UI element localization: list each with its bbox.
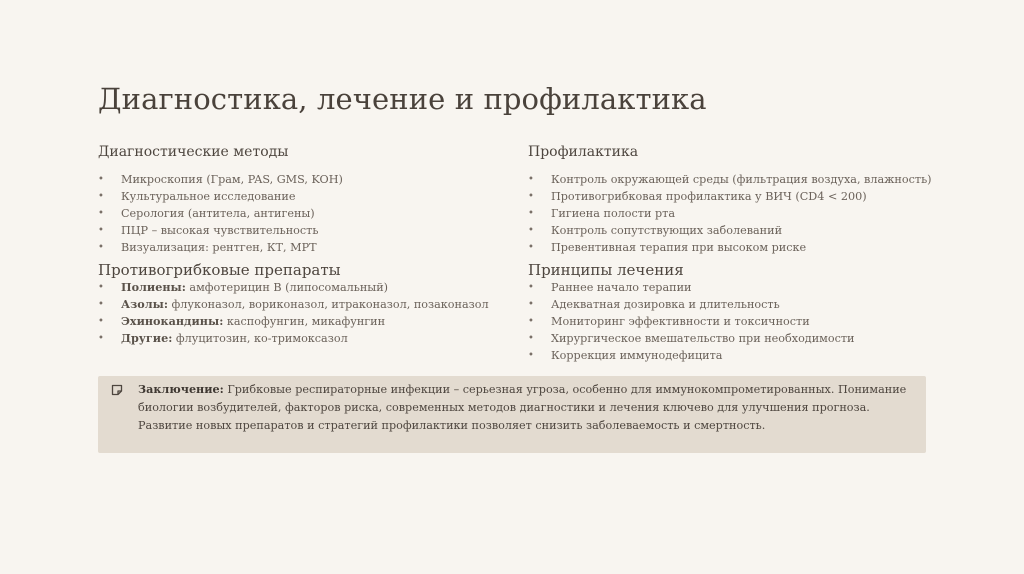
list-item: • Адекватная дозировка и длительность xyxy=(528,298,780,311)
list-item: • Микроскопия (Грам, PAS, GMS, KOH) xyxy=(98,173,343,186)
bullet-icon: • xyxy=(528,225,534,236)
bullet-icon: • xyxy=(98,191,104,202)
list-item: • Азолы: флуконазол, вориконазол, итраконазол, позаконазол xyxy=(98,297,489,311)
prevention-list xyxy=(528,171,932,256)
diagnostics-list xyxy=(98,171,343,256)
bullet-icon: • xyxy=(528,242,534,253)
list-item: • Противогрибковая профилактика у ВИЧ (CD4 < 200) xyxy=(528,190,867,203)
conclusion-body: Грибковые респираторные инфекции – серьезная угроза, особенно для иммунокомпрометированных. Понимание биологии возбудителей, факторов риска, современных методов диагностики и лечения ключево для улучшения прогноза. Развитие новых препаратов и стратегий профилактики позволяет снизить заболеваемость и смертность. xyxy=(138,383,907,432)
drugs-heading: Противогрибковые препараты xyxy=(98,261,341,279)
list-item: • Раннее начало терапии xyxy=(528,281,692,294)
bullet-icon: • xyxy=(98,282,104,293)
list-item: • Полиены: амфотерицин B (липосомальный) xyxy=(98,280,389,294)
list-item: • Визуализация: рентген, КТ, МРТ xyxy=(98,241,317,254)
bullet-icon: • xyxy=(98,208,104,219)
bullet-icon: • xyxy=(528,282,534,293)
list-item: • Хирургическое вмешательство при необходимости xyxy=(528,332,855,345)
principles-list xyxy=(528,279,855,364)
list-item: • Превентивная терапия при высоком риске xyxy=(528,241,807,254)
note-icon xyxy=(111,384,123,396)
bullet-icon: • xyxy=(528,191,534,202)
list-item: • Гигиена полости рта xyxy=(528,207,676,220)
bullet-icon: • xyxy=(528,174,534,185)
list-item: • Контроль окружающей среды (фильтрация воздуха, влажность) xyxy=(528,173,932,186)
drugs-list xyxy=(98,279,489,347)
slide-title: Диагностика, лечение и профилактика xyxy=(98,82,707,116)
list-item: • Культуральное исследование xyxy=(98,190,296,203)
bullet-icon: • xyxy=(528,333,534,344)
bullet-icon: • xyxy=(98,299,104,310)
bullet-icon: • xyxy=(98,174,104,185)
bullet-icon: • xyxy=(98,225,104,236)
bullet-icon: • xyxy=(528,350,534,361)
list-item: • ПЦР – высокая чувствительность xyxy=(98,224,319,237)
list-item: • Коррекция иммунодефицита xyxy=(528,349,723,362)
bullet-icon: • xyxy=(98,316,104,327)
bullet-icon: • xyxy=(528,316,534,327)
principles-heading: Принципы лечения xyxy=(528,261,684,279)
conclusion-text xyxy=(138,380,908,435)
list-item: • Серология (антитела, антигены) xyxy=(98,207,315,220)
bullet-icon: • xyxy=(528,299,534,310)
list-item: • Контроль сопутствующих заболеваний xyxy=(528,224,783,237)
bullet-icon: • xyxy=(98,333,104,344)
prevention-heading: Профилактика xyxy=(528,144,639,160)
conclusion-callout xyxy=(98,376,926,453)
list-item: • Эхинокандины: каспофунгин, микафунгин xyxy=(98,314,386,328)
conclusion-label: Заключение: xyxy=(138,382,224,396)
list-item: • Другие: флуцитозин, ко-тримоксазол xyxy=(98,331,348,345)
list-item: • Мониторинг эффективности и токсичности xyxy=(528,315,810,328)
diagnostics-heading: Диагностические методы xyxy=(98,144,289,160)
bullet-icon: • xyxy=(528,208,534,219)
bullet-icon: • xyxy=(98,242,104,253)
